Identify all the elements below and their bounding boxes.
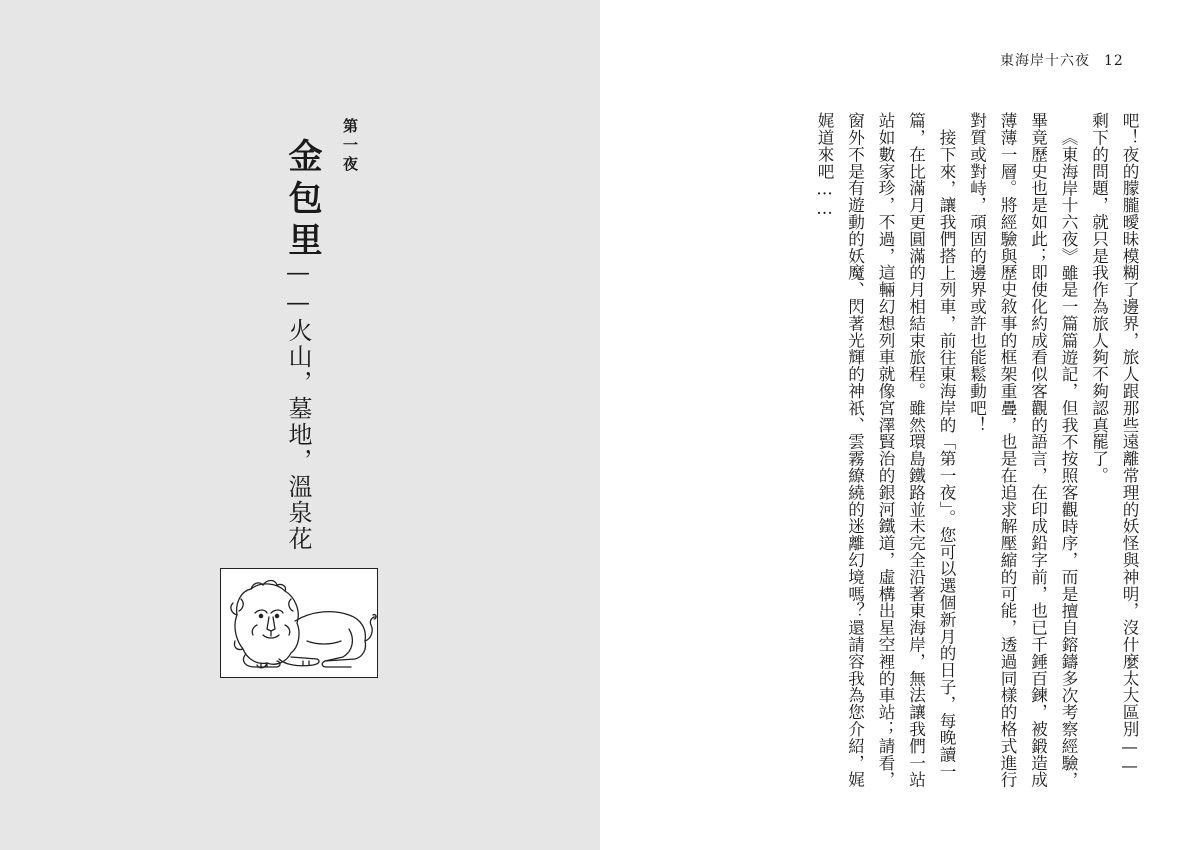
lion-illustration-icon bbox=[221, 569, 377, 677]
chapter-label: 第一夜 bbox=[341, 118, 359, 175]
paragraph: 《東海岸十六夜》雖是一篇篇遊記，但我不按照客觀時序，而是擅自鎔鑄多次考察經驗，畢竟歷史也是如此；即使化約成看似客觀的語言，在印成鉛字前，也已千錘百鍊，被鍛造成薄薄一層。將經驗與歷史敘事的框架重疊，也是在追求解壓縮的可能，透過同樣的格式進行對質或對峙，頑固的邊界或許也能鬆動吧！ bbox=[967, 112, 1078, 788]
lion-illustration-frame bbox=[220, 568, 378, 678]
page-number: 12 bbox=[1104, 53, 1124, 69]
paragraph: 吧！夜的朦朧曖昧模糊了邊界，旅人跟那些遠離常理的妖怪與神明，沒什麼太大區別——剩下的問題，就只是我作為旅人夠不夠認真罷了。 bbox=[1089, 112, 1139, 776]
book-title: 東海岸十六夜 bbox=[1000, 53, 1090, 69]
body-text bbox=[815, 112, 1144, 792]
running-header bbox=[1000, 50, 1124, 70]
paragraph: 接下來，讓我們搭上列車，前往東海岸的「第一夜」。您可以選個新月的日子，每晚讀一篇，在比滿月更圓滿的月相結束旅程。雖然環島鐵路並未完全沿著東海岸，無法讓我們一站站如數家珍，不過，這輛幻想列車就像宮澤賢治的銀河鐵道，虛構出星空裡的車站；請看，窗外不是有遊動的妖魔、閃著光輝的神祇、雲霧繚繞的迷離幻境嗎？還請容我為您介紹，娓娓道來吧…… bbox=[815, 112, 956, 788]
chapter-subtitle: ——火山，墓地，溫泉花 bbox=[284, 258, 312, 552]
chapter-title: 金包里 bbox=[282, 138, 322, 264]
